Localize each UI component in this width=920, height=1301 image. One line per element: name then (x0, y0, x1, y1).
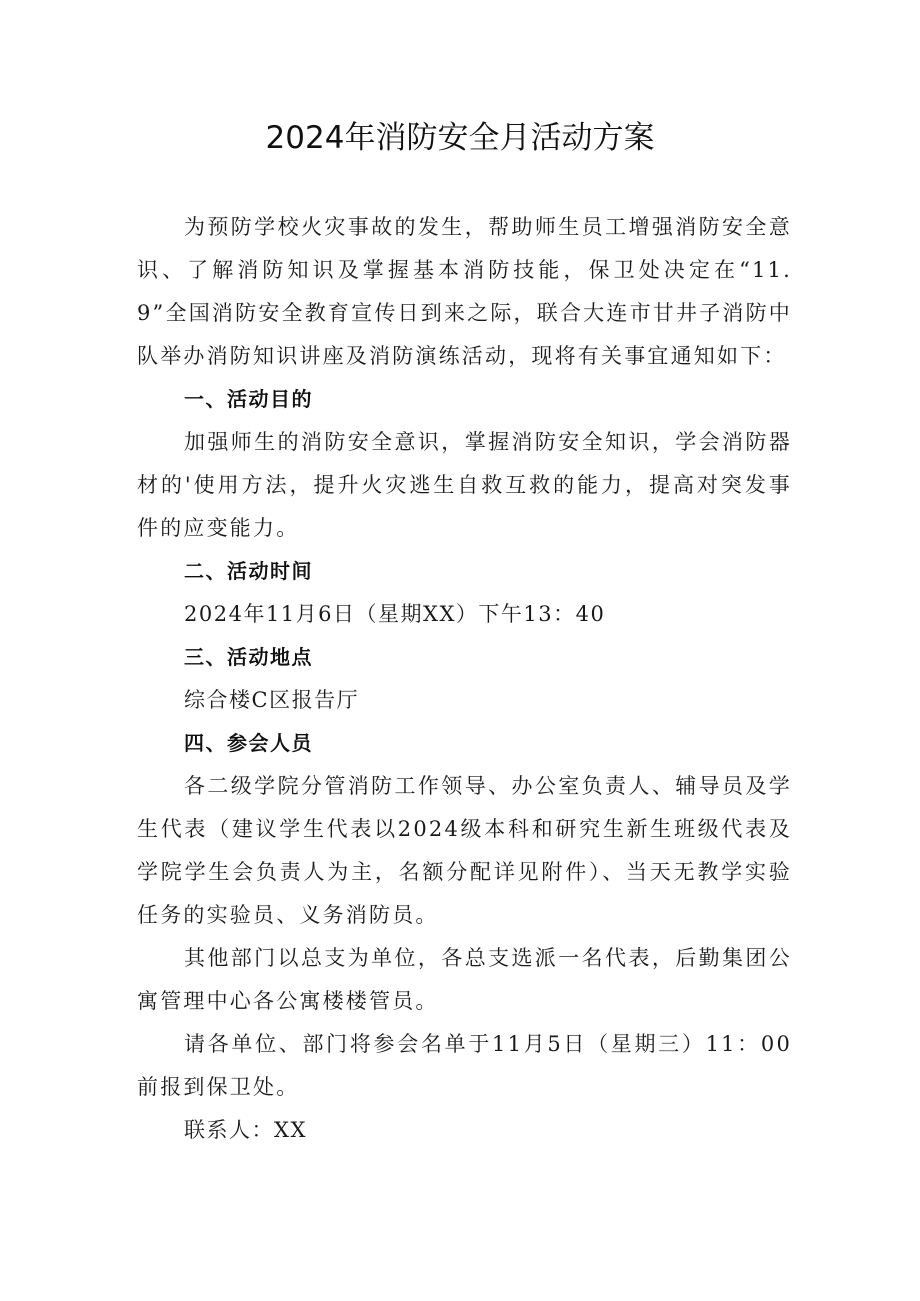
contact-line: 联系人：XX (184, 1118, 307, 1142)
section-heading-purpose: 一、活动目的 (184, 387, 313, 411)
section-body-location: 综合楼C区报告厅 (184, 688, 360, 712)
other-departments-paragraph: 其他部门以总支为单位，各总支选派一名代表，后勤集团公寓管理中心各公寓楼楼管员。 (137, 946, 792, 1013)
section-body-purpose: 加强师生的消防安全意识，掌握消防安全知识，学会消防器材的'使用方法，提升火灾逃生自救互救的能力，提高对突发事件的应变能力。 (137, 430, 792, 540)
document-body (137, 206, 792, 1152)
section-heading-time: 二、活动时间 (184, 559, 313, 583)
section-body-time: 2024年11月6日（星期XX）下午13：40 (184, 602, 606, 626)
section-heading-location: 三、活动地点 (184, 645, 313, 669)
section-heading-attendees: 四、参会人员 (184, 731, 313, 755)
document-title: 2024年消防安全月活动方案 (265, 120, 655, 156)
section-body-attendees: 各二级学院分管消防工作领导、办公室负责人、辅导员及学生代表（建议学生代表以2024级本科和研究生新生班级代表及学院学生会负责人为主，名额分配详见附件）、当天无教学实验任务的实验员、义务消防员。 (137, 774, 792, 927)
intro-paragraph: 为预防学校火灾事故的发生，帮助师生员工增强消防安全意识、了解消防知识及掌握基本消防技能，保卫处决定在“11.9”全国消防安全教育宣传日到来之际，联合大连市甘井子消防中队举办消防知识讲座及消防演练活动，现将有关事宜通知如下： (137, 215, 792, 368)
deadline-paragraph: 请各单位、部门将参会名单于11月5日（星期三）11：00前报到保卫处。 (137, 1032, 792, 1099)
